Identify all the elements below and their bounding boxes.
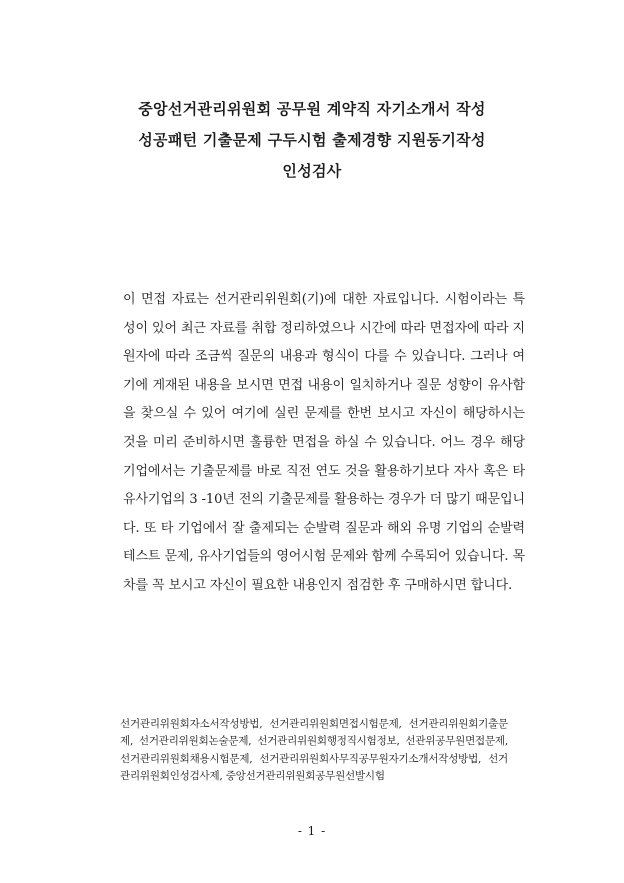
title-line-2: 성공패턴 기출문제 구두시험 출제경향 지원동기작성 (138, 131, 486, 149)
intro-paragraph: 이 면접 자료는 선거관리위원회(기)에 대한 자료입니다. 시험이라는 특성이 있어 최근 자료를 취합 정리하였으나 시간에 따라 면접자에 따라 지원자에 따라 조금씩 질문의 내용과 형식이 다를 수 있습니다. 그러나 여기에 게재된 내용을 보시면 면접 내용이 일치하거나 질문 성향이 유사함을 찾으실 수 있어 여기에 실린 문제를 한번 보시고 자신이 해당하시는 것을 미리 준비하시면 훌륭한 면접을 하실 수 있습니다. 어느 경우 해당 기업에서는 기출문제를 바로 직전 연도 것을 활용하기보다 자사 혹은 타 유사기업의 3 -10년 전의 기출문제를 활용하는 경우가 더 많기 때문입니다. 또 타 기업에서 잘 출제되는 순발력 질문과 해외 유명 기업의 순발력테스트 문제, 유사기업들의 영어시험 문제와 함께 수록되어 있습니다. 목차를 꼭 보시고 자신이 필요한 내용인지 점검한 후 구매하시면 합니다. (123, 292, 525, 593)
document-title (0, 94, 624, 187)
intro-paragraph-block (123, 286, 525, 601)
title-line-1: 중앙선거관리위원회 공무원 계약직 자기소개서 작성 (138, 100, 486, 118)
page-number: - 1 - (297, 824, 327, 838)
title-line-3: 인성검사 (282, 162, 342, 180)
keywords-block (120, 716, 508, 786)
keywords-paragraph: 선거관리위원회자소서작성방법, 선거관리위원회면접시험문제, 선거관리위원회기출문제, 선거관리위원회논술문제, 선거관리위원회행정직시험정보, 선관위공무원면접문제, 선거관리위원회채용시험문제, 선거관리위원회사무직공무원자기소개서작성방법, 선거관리위원회인성검사제, 중앙선거관리위원회공무원선발시험 (120, 718, 508, 783)
